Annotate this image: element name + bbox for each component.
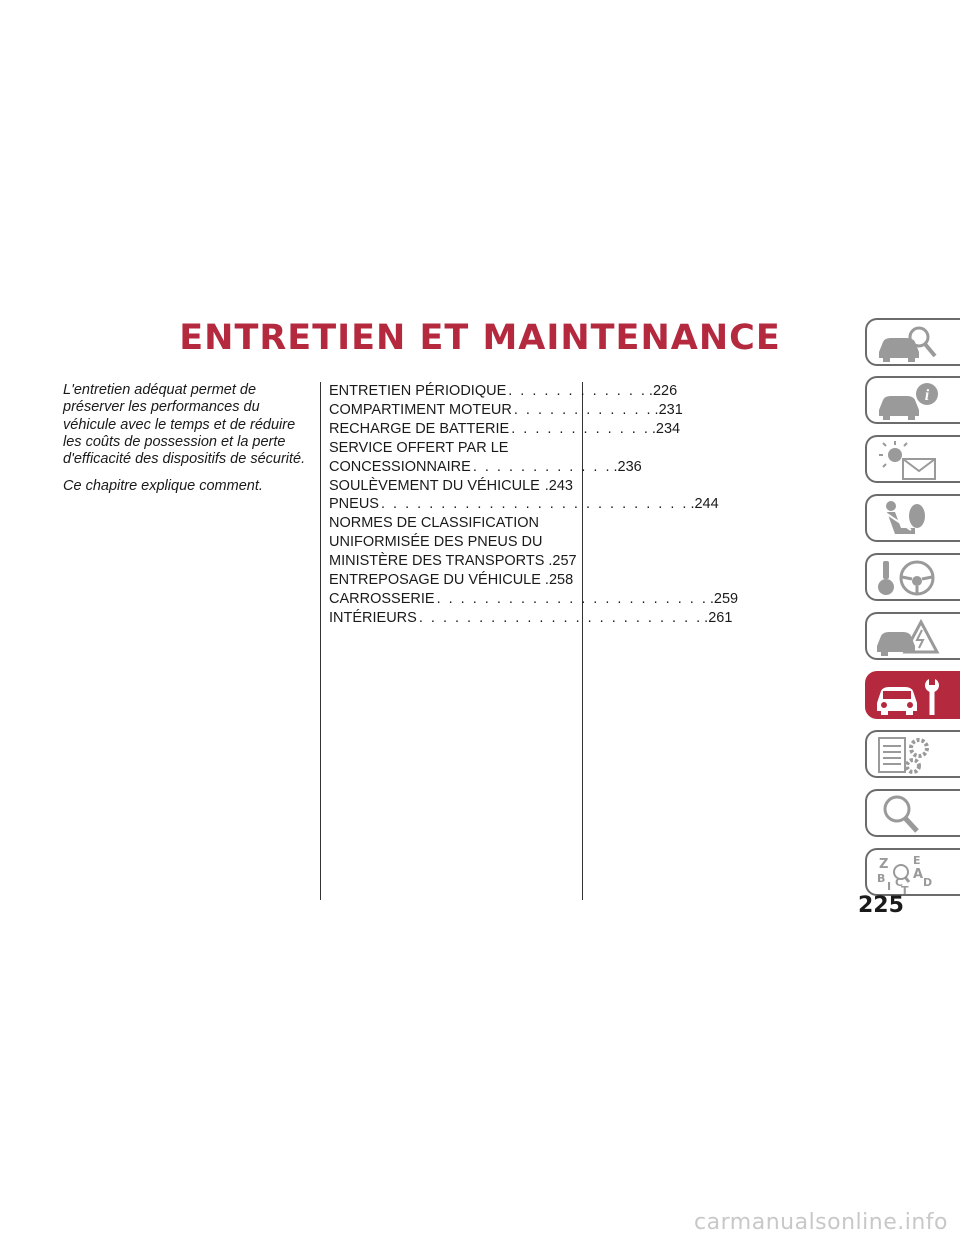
toc-label: SOULÈVEMENT DU VÉHICULE <box>329 477 540 494</box>
toc-leader: . . . . . . . . . . . . . . . . . . . . . . . <box>436 590 708 607</box>
toc-item-entretien-periodique[interactable] <box>329 382 678 401</box>
index-letter: T <box>901 884 909 897</box>
svg-text:i: i <box>924 387 930 404</box>
car-info-icon <box>873 380 943 422</box>
toc-item-pneus[interactable] <box>329 495 719 514</box>
intro-paragraph: L'entretien adéquat permet de préserver les performances du véhicule avec le temps et de réduire les coûts de possession et la perte d'efficacité des dispositifs de sécurité. <box>63 382 306 468</box>
toc-label-line: UNIFORMISÉE DES PNEUS DU <box>329 534 543 551</box>
toc-item-compartiment-moteur[interactable] <box>329 401 683 420</box>
column-divider <box>320 382 321 900</box>
tab-specifications[interactable] <box>865 730 960 778</box>
specs-gears-icon <box>873 734 943 776</box>
toc-page-number: .226 <box>648 383 678 399</box>
toc-item-interieurs[interactable] <box>329 609 733 628</box>
toc-label: INTÉRIEURS <box>329 609 417 626</box>
tab-safety[interactable] <box>865 494 960 542</box>
intro-text <box>63 382 311 506</box>
toc-leader: . . . . . . . . . . . . <box>472 458 612 475</box>
toc-leader: . . . . . . . . . . . . . . . . . . . . . . . . <box>418 609 703 626</box>
index-letter: D <box>923 876 933 889</box>
tab-search[interactable] <box>865 789 960 837</box>
toc-page-number: .231 <box>654 401 683 418</box>
tab-maintenance[interactable] <box>865 671 960 719</box>
car-wrench-icon <box>873 675 943 717</box>
toc-label: COMPARTIMENT MOTEUR <box>329 401 512 418</box>
toc-page-number: .258 <box>544 572 574 589</box>
toc-label-line: SERVICE OFFERT PAR LE <box>329 439 509 456</box>
table-of-contents <box>329 382 739 628</box>
toc-label-line: NORMES DE CLASSIFICATION <box>329 515 540 532</box>
seat-airbag-icon <box>873 498 943 540</box>
toc-page-number: .244 <box>690 496 719 513</box>
toc-page-number: .261 <box>704 609 733 626</box>
tab-car-info[interactable] <box>865 376 960 424</box>
toc-page-number: .243 <box>544 477 573 494</box>
tab-warnings-messages[interactable] <box>865 435 960 483</box>
toc-page-number: .236 <box>613 458 642 475</box>
toc-label: RECHARGE DE BATTERIE <box>329 420 510 437</box>
toc-label: CARROSSERIE <box>329 590 435 607</box>
index-letter: Z <box>879 857 889 872</box>
tab-starting-driving[interactable] <box>865 553 960 601</box>
watermark: carmanualsonline.info <box>694 1210 948 1235</box>
intro-paragraph: Ce chapitre explique comment. <box>63 478 263 495</box>
toc-page-number: .259 <box>709 590 739 607</box>
tab-car-inspection[interactable] <box>865 318 960 366</box>
toc-leader: . . . . . . . . . . . . <box>513 401 653 418</box>
index-letter: C <box>895 876 904 889</box>
toc-item-service-concessionnaire[interactable] <box>329 439 642 477</box>
car-breakdown-warning-icon <box>873 616 943 658</box>
car-magnifier-icon <box>873 322 943 364</box>
toc-item-normes-classification[interactable] <box>329 514 577 571</box>
toc-label: ENTREPOSAGE DU VÉHICULE <box>329 572 541 589</box>
toc-item-entreposage-vehicule[interactable] <box>329 571 573 590</box>
toc-page-number: .257 <box>548 553 577 570</box>
toc-item-carrosserie[interactable] <box>329 590 739 609</box>
warning-light-message-icon <box>873 439 943 481</box>
toc-leader: . . . . . . . . . . . . <box>508 383 647 399</box>
index-letter: A <box>913 867 924 882</box>
tab-emergency[interactable] <box>865 612 960 660</box>
index-letter: B <box>877 872 886 885</box>
toc-item-soulevement-vehicule[interactable] <box>329 477 573 496</box>
toc-page-number: .234 <box>651 420 681 437</box>
tab-index[interactable] <box>865 848 960 896</box>
toc-leader: . . . . . . . . . . . . <box>511 420 650 437</box>
toc-label: MINISTÈRE DES TRANSPORTS <box>329 553 545 570</box>
toc-leader: . . . . . . . . . . . . . . . . . . . . . . . . . . <box>380 496 689 513</box>
index-letter: I <box>887 880 892 893</box>
chapter-title: ENTRETIEN ET MAINTENANCE <box>179 318 781 358</box>
toc-label: CONCESSIONNAIRE <box>329 458 471 475</box>
toc-label: ENTRETIEN PÉRIODIQUE <box>329 383 507 399</box>
key-steering-wheel-icon <box>873 557 943 599</box>
index-letter: E <box>913 854 921 867</box>
search-icon <box>873 793 943 835</box>
alphabetical-index-icon <box>873 852 943 897</box>
toc-item-recharge-batterie[interactable] <box>329 420 681 439</box>
page-number: 225 <box>858 893 904 918</box>
toc-leader <box>542 477 543 496</box>
toc-label: PNEUS <box>329 496 379 513</box>
